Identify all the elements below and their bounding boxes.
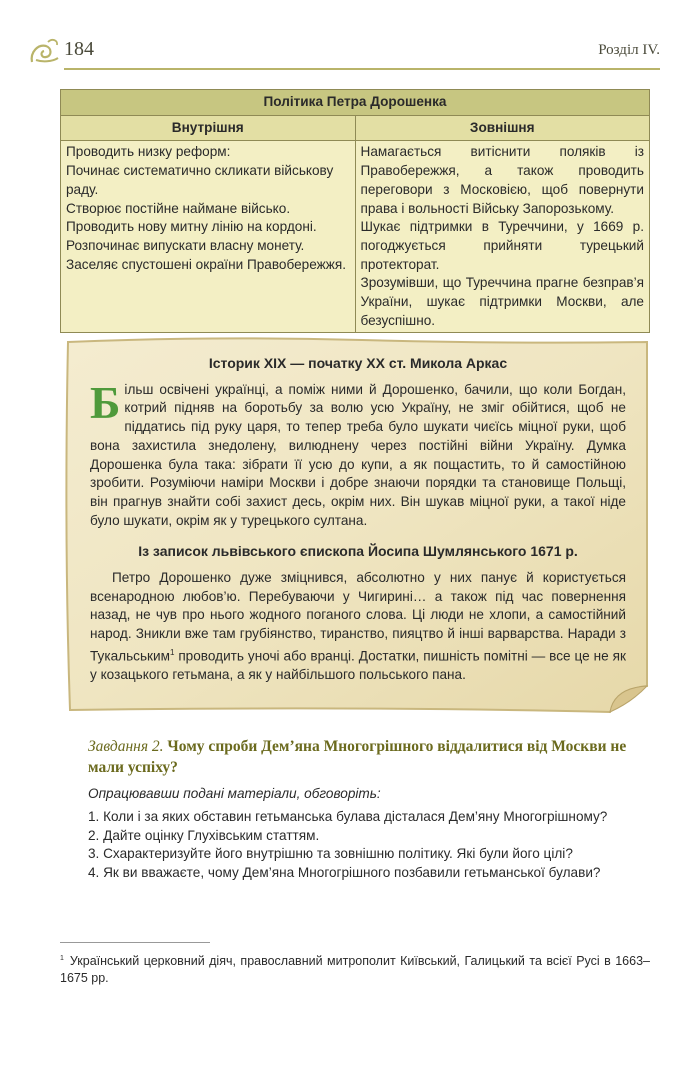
list-item: Заселяє спустошені окраїни Правобережжя. (66, 256, 346, 272)
list-item: Намагається витіснити поляків із Правобережжя, а також проводить переговори з Московією, щоб повернути права і вольності Війську Запорозькому. (360, 144, 644, 216)
list-item: Починає систематично скликати військову раду. (66, 163, 334, 197)
footnote-text: Український церковний діяч, православний митрополит Київський, Галицький та всієї Русі в 1663–1675 рр. (60, 954, 650, 986)
list-item: 3. Схарактеризуйте його внутрішню та зовнішню політику. Які були його цілі? (88, 846, 573, 862)
footnote (60, 950, 650, 987)
source1-title: Історик XIX — початку XX ст. Микола Аркас (208, 355, 508, 371)
task-question: Чому спроби Дем’яна Многогрішного віддалитися від Москви не мали успіху? (88, 738, 627, 776)
footnote-mark: 1 (60, 955, 64, 962)
list-item: Зрозумівши, що Туреччина прагне безправ’я України, шукає підтримки Москви, але безуспішно. (360, 275, 644, 328)
page-number: 184 (64, 38, 94, 60)
list-item: Розпочинає випускати власну монету. (66, 237, 305, 253)
source2-title: Із записок львівського єпископа Йосипа Шумлянського 1671 р. (138, 543, 578, 560)
list-item: Проводить нову митну лінію на кордоні. (66, 219, 317, 235)
external-policy-cell (355, 141, 650, 333)
task-heading (88, 736, 650, 778)
internal-policy-cell (61, 141, 356, 333)
footnote-divider (60, 942, 210, 943)
question-list (88, 808, 650, 883)
column-header-external: Зовнішня (355, 115, 650, 141)
list-item: 1. Коли і за яких обставин гетьманська булава дісталася Дем’яну Многогрішному? (88, 809, 608, 824)
list-item: 4. Як ви вважаєте, чому Дем’яна Многогрішного позбавили гетьманської булави? (88, 865, 601, 881)
section-label: Розділ IV. (598, 42, 660, 58)
list-item: Проводить низку реформ: (66, 144, 231, 160)
header-divider (64, 68, 660, 70)
drop-cap: Б (90, 376, 121, 428)
column-header-internal: Внутрішня (61, 115, 356, 141)
source-scroll (62, 336, 653, 718)
task-prompt: Опрацювавши подані матеріали, обговоріть: (88, 786, 381, 801)
page-header (28, 30, 660, 70)
table-title: Політика Петра Дорошенка (61, 90, 650, 116)
list-item: Створює постійне наймане військо. (66, 200, 291, 216)
footnote-ref: 1 (169, 647, 175, 657)
policy-table (60, 89, 650, 333)
source2-text: Петро Дорошенко дуже зміцнився, абсолютно у них панує й користується всенародною любов’ю. Перебуваючи у Чигирині… а також під час повернення назад, не чув про нього жодного поганого слова. Ці люди не хлопи, а самостійний народ. Зникли вже там грубіянство, тиранство, пияцтво й інші варварства. Наради з Тукальським$^1$ проводить уночі або вранці. Достатки, пишність помітні — все це не як у козацького гетьмана, а як у найбільшого польського пана. (90, 570, 626, 683)
list-item: Шукає підтримки в Туреччини, у 1669 р. погоджується прийняти турецький протекторат. (360, 219, 644, 272)
list-item: 2. Дайте оцінку Глухівським статтям. (88, 827, 320, 843)
task-label: Завдання 2. (88, 738, 164, 755)
source1-text: Більш освічені українці, а поміж ними й Дорошенко, бачили, що коли Богдан, котрий підняв на боротьбу за волю усю Україну, не зміг обійтися, щоб не піддатись під руку царя, то тепер треба було шукати чиєїсь міцної руки, щоб вона захистила знедолену, вилюднену через постійні війни Україну. Думка Дорошенка була така: зібрати її усю до купи, а як пощастить, то й самостійною зробити. Розуміючи наміри Москви і добре знаючи порядки та становище Польщі, він прагнув знайти собі захист десь, окрім них. Він шукав міцної руки, а такої ніде було шукати, окрім як у турецького султана. (90, 376, 626, 528)
ornament-icon (28, 36, 60, 66)
